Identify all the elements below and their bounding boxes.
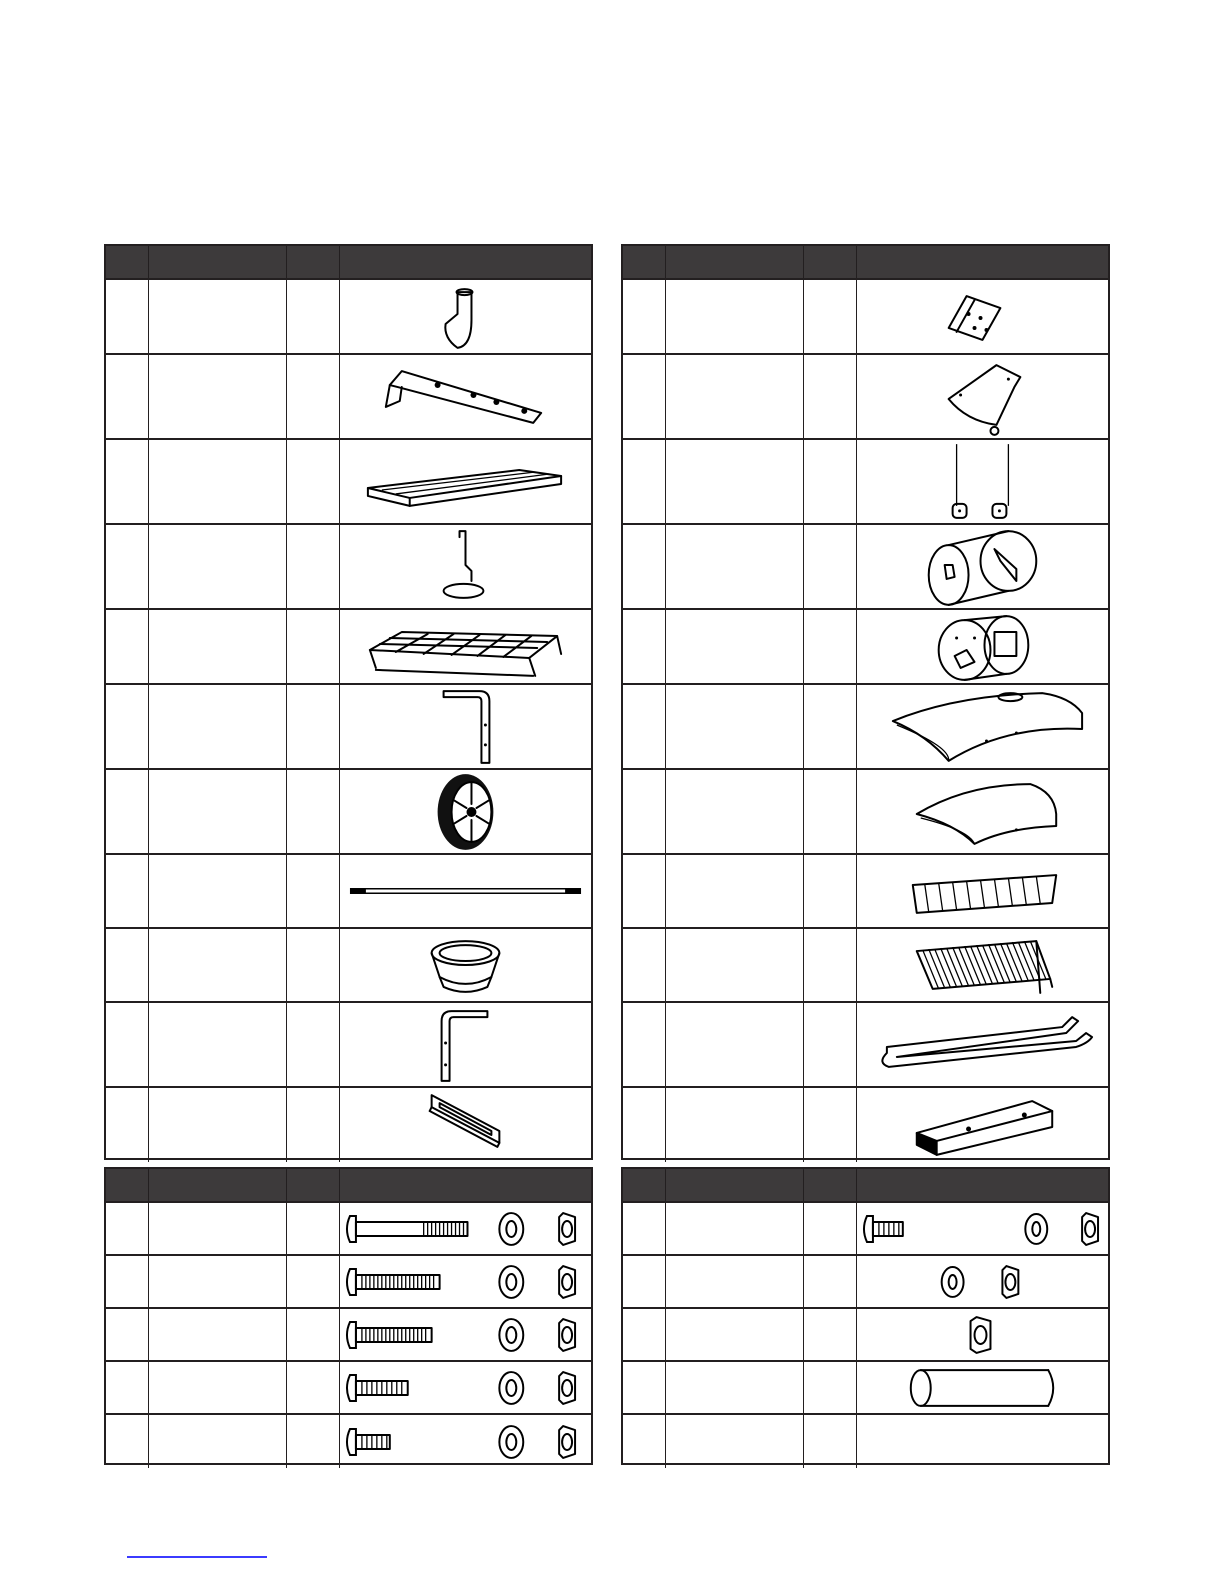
header-name <box>666 1169 804 1201</box>
table-header <box>106 1169 591 1203</box>
wood-handle-icon <box>857 1088 1108 1162</box>
axle-rod-icon <box>340 855 591 927</box>
damper-ring-icon <box>340 929 591 1001</box>
hardware-table-left <box>104 1167 593 1465</box>
header-no <box>623 1169 666 1201</box>
main-chamber-icon <box>857 525 1108 608</box>
firebox-lid-icon <box>857 770 1108 853</box>
table-row <box>106 525 591 610</box>
table-row <box>623 610 1108 685</box>
table-row <box>623 440 1108 525</box>
wood-shelf-icon <box>340 440 591 523</box>
table-row <box>106 855 591 929</box>
header-qty <box>287 1169 340 1201</box>
firebox-icon <box>857 610 1108 683</box>
table-row <box>623 929 1108 1003</box>
table-row <box>623 770 1108 855</box>
header-image <box>857 1169 1108 1201</box>
vent-frame-icon <box>340 1088 591 1162</box>
header-image <box>340 246 591 278</box>
header-name <box>149 1169 287 1201</box>
link-underline[interactable] <box>127 1556 267 1558</box>
header-name <box>149 246 287 278</box>
table-row <box>106 1309 591 1362</box>
spacer-tube-icon <box>857 1362 1108 1413</box>
parts-table-left <box>104 244 593 1160</box>
table-row <box>106 1088 591 1162</box>
parts-table-right <box>621 244 1110 1160</box>
table-row <box>623 280 1108 355</box>
table-row <box>106 1203 591 1256</box>
wheel-icon <box>340 770 591 853</box>
main-lid-icon <box>857 685 1108 768</box>
table-row <box>106 929 591 1003</box>
table-row <box>106 1003 591 1088</box>
table-row <box>106 770 591 855</box>
table-row <box>623 1203 1108 1256</box>
lid-handle-wire-icon <box>857 1003 1108 1086</box>
table-row <box>106 685 591 770</box>
header-image <box>857 246 1108 278</box>
table-row <box>623 855 1108 929</box>
table-row <box>623 525 1108 610</box>
handle-brackets-icon <box>857 440 1108 523</box>
header-qty <box>287 246 340 278</box>
table-row <box>623 1003 1108 1088</box>
table-row <box>106 610 591 685</box>
bolt-washer-nut-icon <box>340 1309 591 1360</box>
bottom-grate-shelf-icon <box>340 610 591 683</box>
table-row <box>623 1088 1108 1162</box>
bolt-washer-nut-icon <box>340 1415 591 1468</box>
table-row <box>106 1362 591 1415</box>
header-qty <box>804 1169 857 1201</box>
leg-tube-icon <box>340 1003 591 1086</box>
header-no <box>623 246 666 278</box>
bolt-washer-nut-icon <box>340 1362 591 1413</box>
table-row <box>106 1256 591 1309</box>
table-row <box>623 1256 1108 1309</box>
table-header <box>623 246 1108 280</box>
bolt-washer-nut-icon <box>340 1256 591 1307</box>
damper-plate-icon <box>857 355 1108 438</box>
table-row <box>106 440 591 525</box>
table-row <box>106 280 591 355</box>
nut-icon <box>857 1309 1108 1360</box>
table-row <box>623 1309 1108 1362</box>
table-row <box>106 355 591 440</box>
hardware-table-right <box>621 1167 1110 1465</box>
bolt-washer-nut-icon <box>857 1203 1108 1254</box>
table-row <box>106 1415 591 1468</box>
smokestack-elbow-icon <box>340 280 591 353</box>
bolt-washer-nut-icon <box>340 1203 591 1254</box>
header-no <box>106 246 149 278</box>
charcoal-grate-icon <box>857 929 1108 1001</box>
header-qty <box>804 246 857 278</box>
hinge-icon <box>857 280 1108 353</box>
header-name <box>666 246 804 278</box>
table-header <box>106 246 591 280</box>
table-row <box>623 355 1108 440</box>
header-no <box>106 1169 149 1201</box>
header-image <box>340 1169 591 1201</box>
cooking-grate-icon <box>857 855 1108 927</box>
table-row <box>623 1362 1108 1415</box>
side-bracket-icon <box>340 355 591 438</box>
ash-hook-icon <box>340 525 591 608</box>
leg-tube-icon <box>340 685 591 768</box>
table-row <box>623 1415 1108 1468</box>
washer-nut-icon <box>857 1256 1108 1307</box>
table-header <box>623 1169 1108 1203</box>
table-row <box>623 685 1108 770</box>
